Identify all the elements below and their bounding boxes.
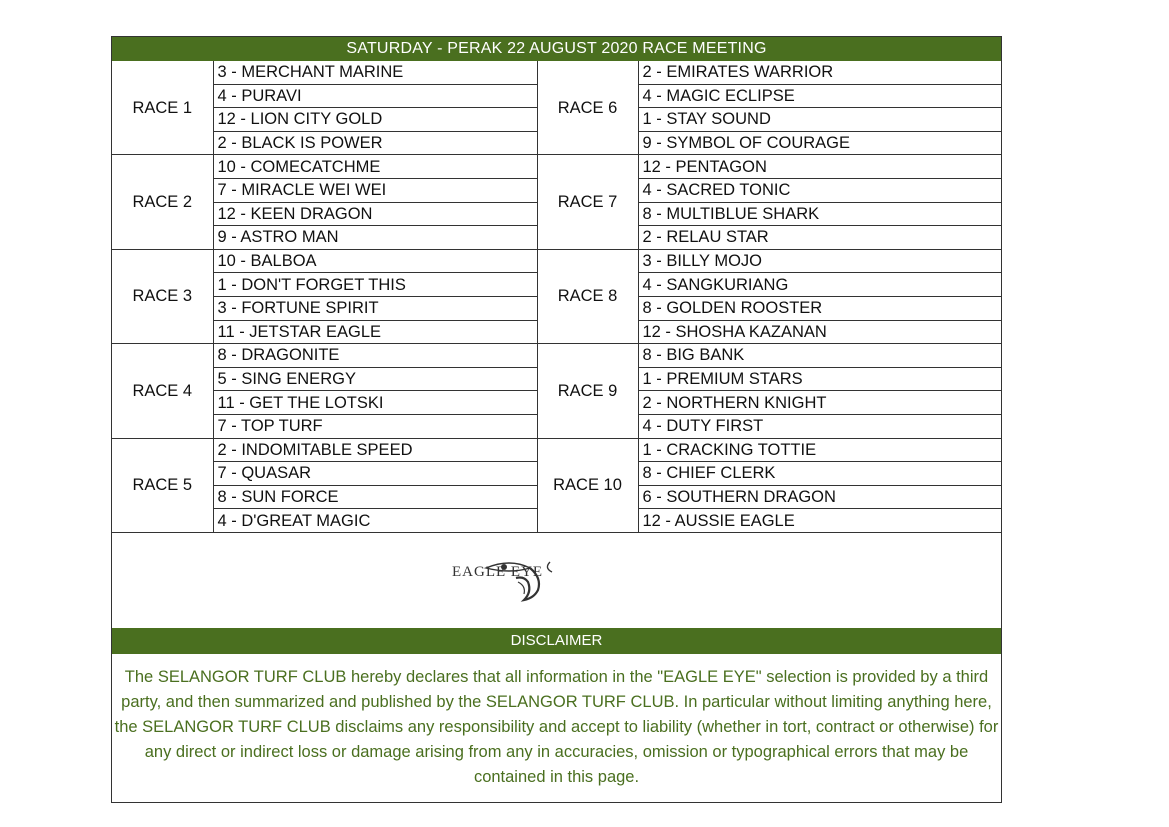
horse-selection: 4 - D'GREAT MAGIC [213,509,537,533]
horse-selection: 8 - BIG BANK [638,344,1001,368]
horse-selection: 3 - BILLY MOJO [638,249,1001,273]
horse-selection: 12 - PENTAGON [638,155,1001,179]
horse-selection: 4 - DUTY FIRST [638,414,1001,438]
horse-selection: 3 - FORTUNE SPIRIT [213,296,537,320]
race-label: RACE 9 [537,344,638,438]
horse-selection: 4 - PURAVI [213,84,537,108]
horse-selection: 1 - PREMIUM STARS [638,367,1001,391]
race-label: RACE 6 [537,61,638,155]
horse-selection: 12 - LION CITY GOLD [213,108,537,132]
horse-selection: 8 - SUN FORCE [213,485,537,509]
horse-selection: 8 - GOLDEN ROOSTER [638,296,1001,320]
horse-selection: 2 - RELAU STAR [638,226,1001,250]
horse-selection: 7 - MIRACLE WEI WEI [213,178,537,202]
race-selection-sheet [111,36,1002,803]
horse-selection: 1 - STAY SOUND [638,108,1001,132]
disclaimer-text: The SELANGOR TURF CLUB hereby declares that all information in the "EAGLE EYE" selection is provided by a third party, and then summarized and published by the SELANGOR TURF CLUB. In particular without limiting anything here, the SELANGOR TURF CLUB disclaims any responsibility and accept to liability (whether in tort, contract or otherwise) for any direct or indirect loss or damage arising from any in accuracies, omission or typographical errors that may be contained in this page. [114,668,999,786]
race-label: RACE 1 [112,61,213,155]
logo-area [112,534,1001,628]
horse-selection: 8 - CHIEF CLERK [638,462,1001,486]
horse-selection: 10 - COMECATCHME [213,155,537,179]
horse-selection: 8 - DRAGONITE [213,344,537,368]
horse-selection: 7 - TOP TURF [213,414,537,438]
horse-selection: 4 - SACRED TONIC [638,178,1001,202]
horse-selection: 12 - AUSSIE EAGLE [638,509,1001,533]
horse-selection: 2 - BLACK IS POWER [213,131,537,155]
horse-selection: 8 - MULTIBLUE SHARK [638,202,1001,226]
race-label: RACE 7 [537,155,638,249]
table-row [112,438,1001,462]
horse-selection: 11 - JETSTAR EAGLE [213,320,537,344]
race-label: RACE 2 [112,155,213,249]
horse-selection: 2 - EMIRATES WARRIOR [638,61,1001,84]
horse-selection: 2 - INDOMITABLE SPEED [213,438,537,462]
horse-selection: 1 - CRACKING TOTTIE [638,438,1001,462]
horse-selection: 7 - QUASAR [213,462,537,486]
disclaimer-title: DISCLAIMER [112,628,1001,654]
horse-selection: 10 - BALBOA [213,249,537,273]
table-row [112,249,1001,273]
race-label: RACE 3 [112,249,213,343]
race-label: RACE 5 [112,438,213,532]
horse-selection: 12 - KEEN DRAGON [213,202,537,226]
table-row [112,344,1001,368]
race-selection-table [112,61,1001,533]
table-row [112,61,1001,84]
horse-selection: 2 - NORTHERN KNIGHT [638,391,1001,415]
horse-selection: 1 - DON'T FORGET THIS [213,273,537,297]
race-label: RACE 4 [112,344,213,438]
horse-selection: 3 - MERCHANT MARINE [213,61,537,84]
horse-selection: 9 - ASTRO MAN [213,226,537,250]
eagle-eye-logo-icon [446,556,610,606]
logo-text: EAGLE EYE [452,564,544,580]
page-title: SATURDAY - PERAK 22 AUGUST 2020 RACE MEETING [112,37,1001,61]
horse-selection: 6 - SOUTHERN DRAGON [638,485,1001,509]
race-label: RACE 10 [537,438,638,532]
horse-selection: 11 - GET THE LOTSKI [213,391,537,415]
horse-selection: 5 - SING ENERGY [213,367,537,391]
horse-selection: 4 - MAGIC ECLIPSE [638,84,1001,108]
horse-selection: 9 - SYMBOL OF COURAGE [638,131,1001,155]
table-row [112,155,1001,179]
horse-selection: 12 - SHOSHA KAZANAN [638,320,1001,344]
horse-selection: 4 - SANGKURIANG [638,273,1001,297]
race-label: RACE 8 [537,249,638,343]
